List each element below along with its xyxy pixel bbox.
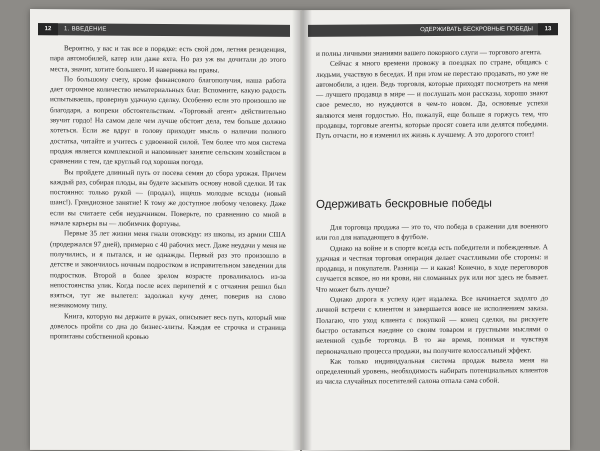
right-paragraph: Однако на войне и в спорте всегда есть победители и побежденные. А удачная и честная торговая операция делает счастливыми обе стороны: и продавца, и покупателя. Разница — и какая! Конечно, в ходе переговоров случается всякое, но ни крови, ни сломанных рук или ног здесь не бывает. Что может быть лучше? (316, 242, 548, 294)
left-body-text (50, 43, 286, 343)
left-paragraph: Вы пройдете длинный путь от посева семян до сбора урожая. Причем каждый раз, собирая плоды, вы будете засыпать основу новой сделки. И так постоянно: только рукой — (продал), ищешь молодые всходы (новый шанс!). Грандиозное занятие! К тому же доступное любому человеку. Даже если вы считаете себя неудачником. Поверьте, по сравнению со мной в начале карьеры вы — любимчик фортуны. (50, 167, 286, 229)
right-header-title: ОДЕРЖИВАТЬ БЕСКРОВНЫЕ ПОБЕДЫ (420, 26, 533, 34)
left-paragraph: По большому счету, кроме финансового благополучия, наша работа дает огромное количество нематериальных благ. Вспомните, какую радость испытываешь, провернув удачную сделку. Особенно если это произошло не благодаря, а вопреки обстоятельствам. «Торговый агент» действительно звучит гордо! На самом деле чем лучше обстоят дела, тем больше должно хотеться. Если же вдруг в голову приходит мысль о наличии полного достатка, читайте и учитесь с удвоенной силой. Тем более что моя система продаж является комплексной и напоминает занятие сельским хозяйством в сравнении с тем, где круглый год хорошая погода. (50, 75, 286, 167)
left-paragraph: Книга, которую вы держите в руках, описывает весь путь, который мне довелось пройти со дна до бизнес-элиты. Каждая ее строчка и страница пропитаны собственной кровью (50, 312, 286, 342)
right-paragraph: Как только индивидуальная система продаж вывела меня на определенный уровень, необходимость набирать потенциальных клиентов из числа случайных посетителей салона отпала сама собой. (316, 356, 548, 387)
right-page (302, 9, 570, 451)
right-paragraph: Однако дорога к успеху идет издалека. Все начинается задолго до личной встречи с клиентом и завершается вовсе не исполнением заказа. Полагаю, что уход клиента с покупкой — конец сделки, вы рискуете быстро оставаться наедине со своим товаром и грустными мыслями о неленной судьбе торговца. В то же время, понимая и чувствуя первоначально процесса продажи, вы получите колоссальный эффект. (316, 294, 548, 356)
right-body-text-bottom (316, 221, 548, 387)
right-body-text-top (316, 47, 548, 141)
left-page-number: 12 (38, 23, 58, 35)
left-header-title: 1. ВВЕДЕНИЕ (64, 26, 107, 33)
section-heading: Одерживать бескровные победы (316, 197, 492, 211)
right-paragraph: Для торговца продажа — это то, что победа в сражении для военного или гол для нападающего в футболе. (316, 222, 548, 243)
right-paragraph: и полны личными знаниями вашего покорного слуги — торгового агента. (316, 48, 542, 58)
left-paragraph: Первые 35 лет жизни меня гнали отовсюду: из школы, из армии США (продержался 97 дней), примерно с 40 рабочих мест. Даже неудачи у меня не получились, и я пытался, и не однажды. Первый раз это произошло в детстве и закончилось ночным подростком в исправительном заведении для подростков. Второй в более зрелом возрасте проваливалось из-за непостоянства улик. Когда после всех перипетий я с отчаяния решил был взяться, тут же вылетел: задолжал кучу денег, поверив на слово незнакомому типу. (50, 229, 286, 311)
left-paragraph: Вероятно, у вас и так все в порядке: есть свой дом, летняя резиденция, пара автомобилей, катер или даже яхта. Но раз уж вы дочитали до этого места, значит, хотите большего. И наверняка вы правы. (50, 44, 286, 74)
right-running-header (308, 23, 558, 37)
right-page-number: 13 (538, 23, 558, 35)
right-paragraph: Сейчас я много времени провожу в поездках по стране, общаясь с людьми, участвую в беседах. И при этом не перестаю продавать, но уже не автомобили, а идеи. Ведь торговля, которые приходят посмотреть на меня — лучшего продавца в мире — и послушать мои рассказы, хорошо знают свое ремесло, но нуждаются в чем-то новом. Да, основные успехи являются меня гордостью. Но, пожалуй, еще больше я горжусь тем, что продавцы, торговые агенты, которые просят совета или делятся победами. Путь отчасти, но я изменил их жизнь к лучшему. А это дорогого стоит! (316, 58, 548, 141)
open-book (30, 10, 570, 450)
left-running-header (38, 23, 290, 37)
left-page (30, 9, 300, 451)
